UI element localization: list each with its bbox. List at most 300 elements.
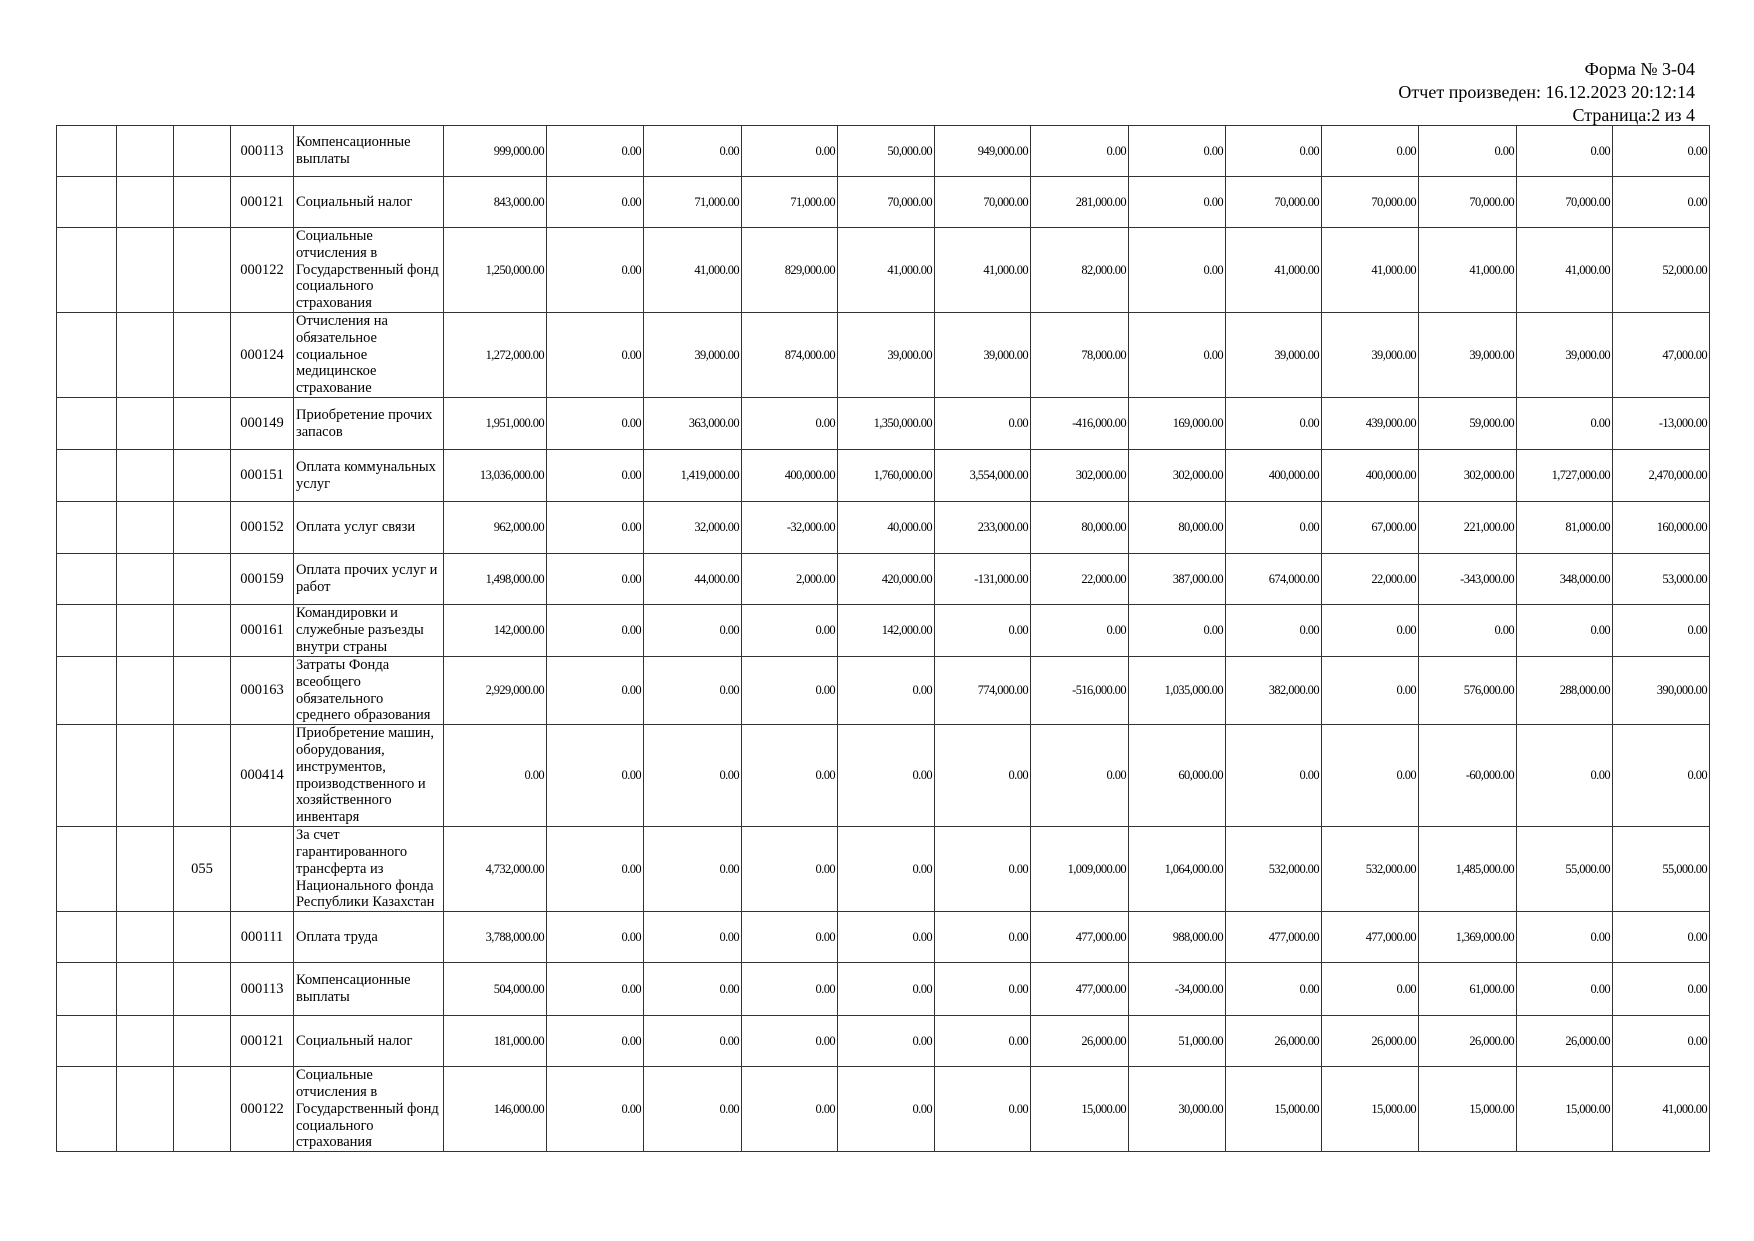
value-cell: 0.00 bbox=[742, 1016, 838, 1067]
code-cell: 000113 bbox=[231, 126, 294, 177]
value-cell: 477,000.00 bbox=[1226, 912, 1322, 963]
group-code-cell bbox=[174, 912, 231, 963]
table-row bbox=[57, 450, 1710, 502]
value-cell: 829,000.00 bbox=[742, 228, 838, 313]
value-cell: 532,000.00 bbox=[1322, 827, 1419, 912]
empty-cell bbox=[117, 1016, 174, 1067]
value-cell: 0.00 bbox=[1322, 126, 1419, 177]
empty-cell bbox=[57, 1016, 117, 1067]
empty-cell bbox=[57, 912, 117, 963]
value-cell: 47,000.00 bbox=[1613, 313, 1710, 398]
value-cell: 0.00 bbox=[1226, 963, 1322, 1016]
value-cell: 26,000.00 bbox=[1517, 1016, 1613, 1067]
value-cell: 0.00 bbox=[1613, 177, 1710, 228]
value-cell: 3,788,000.00 bbox=[444, 912, 547, 963]
value-cell: 0.00 bbox=[1322, 605, 1419, 657]
name-cell: Социальный налог bbox=[294, 1016, 444, 1067]
group-code-cell bbox=[174, 228, 231, 313]
empty-cell bbox=[117, 177, 174, 228]
value-cell: 41,000.00 bbox=[935, 228, 1031, 313]
table-row bbox=[57, 398, 1710, 450]
name-cell: Социальный налог bbox=[294, 177, 444, 228]
group-code-cell: 055 bbox=[174, 827, 231, 912]
value-cell: 0.00 bbox=[1031, 126, 1129, 177]
value-cell: 0.00 bbox=[644, 912, 742, 963]
value-cell: 2,000.00 bbox=[742, 554, 838, 605]
value-cell: 0.00 bbox=[1226, 725, 1322, 827]
value-cell: 32,000.00 bbox=[644, 502, 742, 554]
table-row bbox=[57, 126, 1710, 177]
value-cell: 39,000.00 bbox=[1419, 313, 1517, 398]
value-cell: 400,000.00 bbox=[1322, 450, 1419, 502]
value-cell: 0.00 bbox=[935, 963, 1031, 1016]
value-cell: 0.00 bbox=[742, 827, 838, 912]
table-row bbox=[57, 912, 1710, 963]
name-cell: За счет гарантированного трансферта из Национального фонда Республики Казахстан bbox=[294, 827, 444, 912]
empty-cell bbox=[117, 725, 174, 827]
value-cell: 363,000.00 bbox=[644, 398, 742, 450]
name-cell: Затраты Фонда всеобщего обязательного среднего образования bbox=[294, 657, 444, 725]
value-cell: 0.00 bbox=[838, 1067, 935, 1152]
value-cell: 0.00 bbox=[547, 450, 644, 502]
value-cell: 51,000.00 bbox=[1129, 1016, 1226, 1067]
name-cell: Отчисления на обязательное социальное медицинское страхование bbox=[294, 313, 444, 398]
code-cell: 000111 bbox=[231, 912, 294, 963]
value-cell: 1,485,000.00 bbox=[1419, 827, 1517, 912]
value-cell: 15,000.00 bbox=[1031, 1067, 1129, 1152]
value-cell: 15,000.00 bbox=[1322, 1067, 1419, 1152]
value-cell: 0.00 bbox=[444, 725, 547, 827]
value-cell: 0.00 bbox=[547, 827, 644, 912]
name-cell: Компенсационные выплаты bbox=[294, 963, 444, 1016]
value-cell: 0.00 bbox=[547, 126, 644, 177]
report-header bbox=[1398, 58, 1695, 127]
value-cell: 70,000.00 bbox=[1322, 177, 1419, 228]
value-cell: 60,000.00 bbox=[1129, 725, 1226, 827]
value-cell: 0.00 bbox=[838, 963, 935, 1016]
value-cell: 44,000.00 bbox=[644, 554, 742, 605]
value-cell: 39,000.00 bbox=[1322, 313, 1419, 398]
name-cell: Оплата коммунальных услуг bbox=[294, 450, 444, 502]
value-cell: 0.00 bbox=[547, 725, 644, 827]
value-cell: 962,000.00 bbox=[444, 502, 547, 554]
value-cell: 1,035,000.00 bbox=[1129, 657, 1226, 725]
value-cell: 2,470,000.00 bbox=[1613, 450, 1710, 502]
table-row bbox=[57, 554, 1710, 605]
code-cell: 000113 bbox=[231, 963, 294, 1016]
value-cell: 1,272,000.00 bbox=[444, 313, 547, 398]
empty-cell bbox=[57, 827, 117, 912]
value-cell: -131,000.00 bbox=[935, 554, 1031, 605]
value-cell: 0.00 bbox=[547, 1067, 644, 1152]
value-cell: 0.00 bbox=[838, 1016, 935, 1067]
value-cell: 142,000.00 bbox=[444, 605, 547, 657]
value-cell: 0.00 bbox=[1322, 725, 1419, 827]
empty-cell bbox=[57, 963, 117, 1016]
group-code-cell bbox=[174, 450, 231, 502]
value-cell: 15,000.00 bbox=[1226, 1067, 1322, 1152]
value-cell: 1,009,000.00 bbox=[1031, 827, 1129, 912]
empty-cell bbox=[57, 725, 117, 827]
value-cell: 302,000.00 bbox=[1419, 450, 1517, 502]
value-cell: 1,369,000.00 bbox=[1419, 912, 1517, 963]
value-cell: 843,000.00 bbox=[444, 177, 547, 228]
value-cell: 39,000.00 bbox=[838, 313, 935, 398]
value-cell: 0.00 bbox=[1322, 963, 1419, 1016]
value-cell: 477,000.00 bbox=[1031, 912, 1129, 963]
value-cell: 0.00 bbox=[742, 398, 838, 450]
table-row bbox=[57, 1016, 1710, 1067]
value-cell: 0.00 bbox=[1226, 398, 1322, 450]
value-cell: 40,000.00 bbox=[838, 502, 935, 554]
value-cell: 4,732,000.00 bbox=[444, 827, 547, 912]
value-cell: 0.00 bbox=[1613, 963, 1710, 1016]
value-cell: 281,000.00 bbox=[1031, 177, 1129, 228]
value-cell: 1,064,000.00 bbox=[1129, 827, 1226, 912]
table-row bbox=[57, 228, 1710, 313]
code-cell: 000122 bbox=[231, 1067, 294, 1152]
value-cell: 348,000.00 bbox=[1517, 554, 1613, 605]
value-cell: 0.00 bbox=[1517, 963, 1613, 1016]
value-cell: 0.00 bbox=[935, 1067, 1031, 1152]
value-cell: 0.00 bbox=[1322, 657, 1419, 725]
value-cell: 0.00 bbox=[742, 725, 838, 827]
value-cell: 70,000.00 bbox=[1226, 177, 1322, 228]
value-cell: 390,000.00 bbox=[1613, 657, 1710, 725]
value-cell: 70,000.00 bbox=[1419, 177, 1517, 228]
value-cell: 41,000.00 bbox=[1613, 1067, 1710, 1152]
value-cell: 0.00 bbox=[1517, 126, 1613, 177]
value-cell: 0.00 bbox=[547, 177, 644, 228]
empty-cell bbox=[117, 398, 174, 450]
empty-cell bbox=[57, 554, 117, 605]
value-cell: 0.00 bbox=[742, 657, 838, 725]
value-cell: 233,000.00 bbox=[935, 502, 1031, 554]
value-cell: -34,000.00 bbox=[1129, 963, 1226, 1016]
value-cell: 52,000.00 bbox=[1613, 228, 1710, 313]
value-cell: 0.00 bbox=[838, 657, 935, 725]
empty-cell bbox=[117, 228, 174, 313]
value-cell: 0.00 bbox=[742, 912, 838, 963]
group-code-cell bbox=[174, 725, 231, 827]
value-cell: 0.00 bbox=[742, 963, 838, 1016]
value-cell: 0.00 bbox=[547, 502, 644, 554]
empty-cell bbox=[57, 502, 117, 554]
value-cell: 0.00 bbox=[1226, 605, 1322, 657]
empty-cell bbox=[117, 502, 174, 554]
code-cell: 000124 bbox=[231, 313, 294, 398]
value-cell: 0.00 bbox=[935, 725, 1031, 827]
value-cell: 26,000.00 bbox=[1226, 1016, 1322, 1067]
value-cell: 400,000.00 bbox=[1226, 450, 1322, 502]
value-cell: 0.00 bbox=[1517, 912, 1613, 963]
value-cell: 39,000.00 bbox=[935, 313, 1031, 398]
value-cell: 41,000.00 bbox=[1517, 228, 1613, 313]
value-cell: 30,000.00 bbox=[1129, 1067, 1226, 1152]
code-cell: 000121 bbox=[231, 177, 294, 228]
empty-cell bbox=[117, 827, 174, 912]
value-cell: 70,000.00 bbox=[1517, 177, 1613, 228]
value-cell: 1,760,000.00 bbox=[838, 450, 935, 502]
value-cell: 0.00 bbox=[1613, 126, 1710, 177]
value-cell: 41,000.00 bbox=[1419, 228, 1517, 313]
value-cell: 1,350,000.00 bbox=[838, 398, 935, 450]
form-number: Форма № 3-04 bbox=[1584, 59, 1695, 79]
code-cell: 000149 bbox=[231, 398, 294, 450]
value-cell: 78,000.00 bbox=[1031, 313, 1129, 398]
value-cell: 1,498,000.00 bbox=[444, 554, 547, 605]
value-cell: 3,554,000.00 bbox=[935, 450, 1031, 502]
empty-cell bbox=[117, 313, 174, 398]
empty-cell bbox=[117, 963, 174, 1016]
code-cell: 000159 bbox=[231, 554, 294, 605]
value-cell: 477,000.00 bbox=[1031, 963, 1129, 1016]
code-cell: 000121 bbox=[231, 1016, 294, 1067]
value-cell: 0.00 bbox=[644, 1067, 742, 1152]
empty-cell bbox=[57, 228, 117, 313]
value-cell: 26,000.00 bbox=[1419, 1016, 1517, 1067]
value-cell: 0.00 bbox=[644, 725, 742, 827]
value-cell: 0.00 bbox=[838, 725, 935, 827]
page-indicator: Страница:2 из 4 bbox=[1572, 105, 1695, 125]
value-cell: 70,000.00 bbox=[838, 177, 935, 228]
table-row bbox=[57, 963, 1710, 1016]
table-row bbox=[57, 827, 1710, 912]
value-cell: 0.00 bbox=[547, 912, 644, 963]
value-cell: 1,727,000.00 bbox=[1517, 450, 1613, 502]
empty-cell bbox=[57, 126, 117, 177]
value-cell: 949,000.00 bbox=[935, 126, 1031, 177]
value-cell: 13,036,000.00 bbox=[444, 450, 547, 502]
value-cell: 0.00 bbox=[838, 827, 935, 912]
budget-table bbox=[56, 125, 1710, 1152]
group-code-cell bbox=[174, 963, 231, 1016]
value-cell: 26,000.00 bbox=[1322, 1016, 1419, 1067]
value-cell: 221,000.00 bbox=[1419, 502, 1517, 554]
value-cell: 71,000.00 bbox=[644, 177, 742, 228]
generated-timestamp: Отчет произведен: 16.12.2023 20:12:14 bbox=[1398, 82, 1695, 102]
value-cell: 0.00 bbox=[644, 1016, 742, 1067]
value-cell: 0.00 bbox=[547, 398, 644, 450]
value-cell: 0.00 bbox=[1517, 605, 1613, 657]
value-cell: 82,000.00 bbox=[1031, 228, 1129, 313]
name-cell: Приобретение машин, оборудования, инструментов, производственного и хозяйственного инвентаря bbox=[294, 725, 444, 827]
value-cell: 0.00 bbox=[644, 963, 742, 1016]
empty-cell bbox=[117, 450, 174, 502]
value-cell: 0.00 bbox=[547, 605, 644, 657]
value-cell: 0.00 bbox=[547, 1016, 644, 1067]
value-cell: 0.00 bbox=[742, 1067, 838, 1152]
value-cell: 61,000.00 bbox=[1419, 963, 1517, 1016]
value-cell: 0.00 bbox=[547, 657, 644, 725]
empty-cell bbox=[57, 1067, 117, 1152]
value-cell: 999,000.00 bbox=[444, 126, 547, 177]
value-cell: 532,000.00 bbox=[1226, 827, 1322, 912]
value-cell: -516,000.00 bbox=[1031, 657, 1129, 725]
empty-cell bbox=[117, 126, 174, 177]
value-cell: 41,000.00 bbox=[838, 228, 935, 313]
group-code-cell bbox=[174, 554, 231, 605]
group-code-cell bbox=[174, 313, 231, 398]
value-cell: -60,000.00 bbox=[1419, 725, 1517, 827]
value-cell: 382,000.00 bbox=[1226, 657, 1322, 725]
value-cell: 50,000.00 bbox=[838, 126, 935, 177]
table-row bbox=[57, 1067, 1710, 1152]
value-cell: 0.00 bbox=[742, 605, 838, 657]
value-cell: 0.00 bbox=[1129, 177, 1226, 228]
value-cell: 302,000.00 bbox=[1031, 450, 1129, 502]
value-cell: 420,000.00 bbox=[838, 554, 935, 605]
empty-cell bbox=[57, 177, 117, 228]
value-cell: 874,000.00 bbox=[742, 313, 838, 398]
code-cell: 000414 bbox=[231, 725, 294, 827]
value-cell: 477,000.00 bbox=[1322, 912, 1419, 963]
value-cell: 0.00 bbox=[644, 657, 742, 725]
group-code-cell bbox=[174, 605, 231, 657]
value-cell: 0.00 bbox=[644, 827, 742, 912]
group-code-cell bbox=[174, 398, 231, 450]
value-cell: 0.00 bbox=[1129, 228, 1226, 313]
value-cell: 0.00 bbox=[1517, 725, 1613, 827]
empty-cell bbox=[117, 912, 174, 963]
value-cell: 1,951,000.00 bbox=[444, 398, 547, 450]
group-code-cell bbox=[174, 502, 231, 554]
value-cell: 41,000.00 bbox=[1226, 228, 1322, 313]
name-cell: Командировки и служебные разъезды внутри страны bbox=[294, 605, 444, 657]
value-cell: 0.00 bbox=[547, 554, 644, 605]
value-cell: 0.00 bbox=[1226, 126, 1322, 177]
value-cell: 15,000.00 bbox=[1517, 1067, 1613, 1152]
code-cell bbox=[231, 827, 294, 912]
table-row bbox=[57, 725, 1710, 827]
value-cell: 387,000.00 bbox=[1129, 554, 1226, 605]
value-cell: 169,000.00 bbox=[1129, 398, 1226, 450]
table-row bbox=[57, 605, 1710, 657]
empty-cell bbox=[117, 1067, 174, 1152]
value-cell: 988,000.00 bbox=[1129, 912, 1226, 963]
name-cell: Приобретение прочих запасов bbox=[294, 398, 444, 450]
value-cell: 39,000.00 bbox=[644, 313, 742, 398]
value-cell: 55,000.00 bbox=[1613, 827, 1710, 912]
value-cell: 0.00 bbox=[1129, 313, 1226, 398]
empty-cell bbox=[57, 605, 117, 657]
value-cell: 0.00 bbox=[935, 605, 1031, 657]
group-code-cell bbox=[174, 126, 231, 177]
value-cell: 181,000.00 bbox=[444, 1016, 547, 1067]
value-cell: 80,000.00 bbox=[1031, 502, 1129, 554]
name-cell: Оплата прочих услуг и работ bbox=[294, 554, 444, 605]
value-cell: -32,000.00 bbox=[742, 502, 838, 554]
group-code-cell bbox=[174, 177, 231, 228]
value-cell: 71,000.00 bbox=[742, 177, 838, 228]
value-cell: 774,000.00 bbox=[935, 657, 1031, 725]
value-cell: 674,000.00 bbox=[1226, 554, 1322, 605]
name-cell: Оплата труда bbox=[294, 912, 444, 963]
value-cell: 39,000.00 bbox=[1517, 313, 1613, 398]
value-cell: 41,000.00 bbox=[644, 228, 742, 313]
value-cell: 41,000.00 bbox=[1322, 228, 1419, 313]
value-cell: 0.00 bbox=[1419, 126, 1517, 177]
value-cell: 59,000.00 bbox=[1419, 398, 1517, 450]
code-cell: 000152 bbox=[231, 502, 294, 554]
value-cell: 0.00 bbox=[1226, 502, 1322, 554]
value-cell: 0.00 bbox=[644, 126, 742, 177]
value-cell: -343,000.00 bbox=[1419, 554, 1517, 605]
value-cell: 439,000.00 bbox=[1322, 398, 1419, 450]
value-cell: 0.00 bbox=[1613, 1016, 1710, 1067]
empty-cell bbox=[117, 657, 174, 725]
value-cell: 146,000.00 bbox=[444, 1067, 547, 1152]
value-cell: 0.00 bbox=[1031, 725, 1129, 827]
value-cell: 2,929,000.00 bbox=[444, 657, 547, 725]
value-cell: -416,000.00 bbox=[1031, 398, 1129, 450]
value-cell: 70,000.00 bbox=[935, 177, 1031, 228]
value-cell: 302,000.00 bbox=[1129, 450, 1226, 502]
value-cell: 1,419,000.00 bbox=[644, 450, 742, 502]
empty-cell bbox=[57, 313, 117, 398]
empty-cell bbox=[57, 398, 117, 450]
table-row bbox=[57, 313, 1710, 398]
value-cell: 26,000.00 bbox=[1031, 1016, 1129, 1067]
value-cell: 0.00 bbox=[1419, 605, 1517, 657]
group-code-cell bbox=[174, 657, 231, 725]
value-cell: 0.00 bbox=[1613, 912, 1710, 963]
value-cell: 0.00 bbox=[935, 912, 1031, 963]
value-cell: 0.00 bbox=[1517, 398, 1613, 450]
value-cell: 39,000.00 bbox=[1226, 313, 1322, 398]
value-cell: 0.00 bbox=[644, 605, 742, 657]
name-cell: Оплата услуг связи bbox=[294, 502, 444, 554]
empty-cell bbox=[57, 657, 117, 725]
value-cell: 15,000.00 bbox=[1419, 1067, 1517, 1152]
value-cell: 0.00 bbox=[935, 827, 1031, 912]
value-cell: 80,000.00 bbox=[1129, 502, 1226, 554]
group-code-cell bbox=[174, 1016, 231, 1067]
value-cell: 1,250,000.00 bbox=[444, 228, 547, 313]
value-cell: 0.00 bbox=[1129, 126, 1226, 177]
value-cell: 504,000.00 bbox=[444, 963, 547, 1016]
value-cell: 0.00 bbox=[742, 126, 838, 177]
value-cell: 22,000.00 bbox=[1322, 554, 1419, 605]
value-cell: 0.00 bbox=[1129, 605, 1226, 657]
value-cell: 0.00 bbox=[1031, 605, 1129, 657]
name-cell: Социальные отчисления в Государственный фонд социального страхования bbox=[294, 228, 444, 313]
value-cell: 0.00 bbox=[547, 228, 644, 313]
value-cell: 22,000.00 bbox=[1031, 554, 1129, 605]
group-code-cell bbox=[174, 1067, 231, 1152]
value-cell: 142,000.00 bbox=[838, 605, 935, 657]
code-cell: 000161 bbox=[231, 605, 294, 657]
value-cell: 0.00 bbox=[838, 912, 935, 963]
value-cell: 0.00 bbox=[547, 963, 644, 1016]
value-cell: 53,000.00 bbox=[1613, 554, 1710, 605]
value-cell: 55,000.00 bbox=[1517, 827, 1613, 912]
table-row bbox=[57, 177, 1710, 228]
code-cell: 000122 bbox=[231, 228, 294, 313]
value-cell: 0.00 bbox=[935, 398, 1031, 450]
table-row bbox=[57, 657, 1710, 725]
name-cell: Социальные отчисления в Государственный фонд социального страхования bbox=[294, 1067, 444, 1152]
value-cell: 0.00 bbox=[547, 313, 644, 398]
name-cell: Компенсационные выплаты bbox=[294, 126, 444, 177]
table-row bbox=[57, 502, 1710, 554]
value-cell: 576,000.00 bbox=[1419, 657, 1517, 725]
value-cell: 67,000.00 bbox=[1322, 502, 1419, 554]
empty-cell bbox=[117, 605, 174, 657]
value-cell: 0.00 bbox=[1613, 605, 1710, 657]
value-cell: -13,000.00 bbox=[1613, 398, 1710, 450]
value-cell: 0.00 bbox=[1613, 725, 1710, 827]
